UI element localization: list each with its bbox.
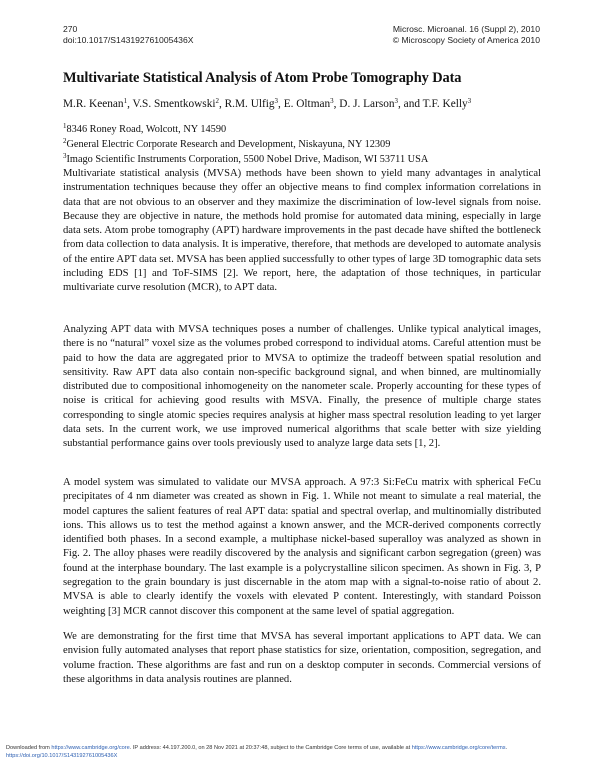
- affiliation-text: General Electric Corporate Research and Development, Niskayuna, NY 12309: [66, 139, 391, 150]
- author-2: [133, 98, 225, 110]
- author-affiliation-mark: 3: [467, 97, 472, 105]
- author-affiliation-mark: 3: [394, 97, 399, 105]
- author-separator: ,: [218, 98, 225, 110]
- author-name: T.F. Kelly: [422, 98, 468, 110]
- author-separator: ,: [333, 98, 340, 110]
- author-separator: ,: [278, 98, 284, 110]
- author-affiliation-mark: 3: [330, 97, 334, 105]
- page-number: 270: [63, 24, 78, 34]
- author-1: [63, 98, 133, 110]
- author-name: R.M. Ulfig: [224, 98, 275, 110]
- copyright-notice: © Microscopy Society of America 2010: [392, 35, 540, 45]
- affiliation-2: [63, 137, 428, 152]
- download-footer: [6, 744, 594, 760]
- author-name: M.R. Keenan: [63, 98, 124, 110]
- affiliation-3: [63, 152, 428, 167]
- footer-text-c: .: [505, 745, 508, 751]
- header-left: [63, 24, 193, 46]
- author-list: [63, 98, 471, 110]
- paper-title: Multivariate Statistical Analysis of Atom Probe Tomography Data: [63, 70, 462, 86]
- body-paragraph-3: A model system was simulated to validate our MVSA approach. A 97:3 Si:FeCu matrix with spherical FeCu precipitates of 4 nm diameter was created as shown in Fig. 1. While not meant to simulate a real material, the model captures the salient features of real APT data: spatial and spectral overlap, and multinomially distributed ions. This allows us to test the method against a known answer, and the MCR-derived components correctly identified both phases. In a second example, a multiphase nickel-based superalloy was analyzed as shown in Fig. 2. The alloy phases were readily discovered by the analysis and significant carbon segregation (green) was found at the interphase boundary. The last example is a polycrystalline silicon specimen. As shown in Fig. 3, P segregation to the grain boundary is just discernable in the atom map with a signal-to-noise ratio of about 2. MVSA is able to clearly identify the voxels with elevated P content. Interestingly, with standard Poisson weighting [3] MCR cannot discover this component at the same level of spatial aggregation.: [63, 477, 541, 617]
- affiliation-text: 8346 Roney Road, Wolcott, NY 14590: [66, 124, 227, 135]
- affiliation-mark: 1: [63, 122, 67, 130]
- author-3: [225, 98, 284, 110]
- doi: doi:10.1017/S143192761005436X: [63, 35, 194, 45]
- author-name: E. Oltman: [283, 98, 331, 110]
- header-right: [393, 24, 540, 46]
- author-separator: , and: [398, 98, 423, 110]
- affiliation-mark: 2: [63, 137, 67, 145]
- footer-text-b: . IP address: 44.197.200.0, on 28 Nov 2021 at 20:37:48, subject to the Cambridge Core terms of use, available at: [129, 745, 412, 751]
- affiliation-text: Imago Scientific Instruments Corporation, 5500 Nobel Drive, Madison, WI 53711 USA: [66, 154, 429, 165]
- author-separator: ,: [127, 98, 133, 110]
- body-paragraph-1: Multivariate statistical analysis (MVSA) methods have been shown to yield many advantages in analytical instrumentation techniques because they offer an objective means to find complex information correlations in data that are not obvious to an observer and they maximize the discrimination of low-level signals from noise. Because they are objective in nature, the methods hold promise for automated data mining, especially in large data sets. Atom probe tomography (APT) hardware improvements in the past decade have shifted the bottleneck from data collection to data analysis. It is imperative, therefore, that methods are developed to automate analysis of the entire APT data set. MVSA has been applied successfully to other types of large 3D tomographic data sets including EDS [1] and ToF-SIMS [2]. We report, here, the adaptation of those techniques, in particular multivariate curve resolution (MCR), to APT data.: [63, 168, 541, 294]
- affiliation-1: [63, 122, 428, 137]
- author-affiliation-mark: 2: [215, 97, 219, 105]
- author-affiliation-mark: 1: [123, 97, 128, 105]
- author-affiliation-mark: 3: [274, 97, 279, 105]
- journal-citation: Microsc. Microanal. 16 (Suppl 2), 2010: [392, 24, 540, 34]
- affiliation-mark: 3: [63, 152, 67, 160]
- footer-text-a: Downloaded from: [6, 745, 52, 751]
- body-paragraph-4: We are demonstrating for the first time that MVSA has several important applications to APT data. We can envision fully automated analyses that report phase statistics for size, orientation, composition, segregation, and volume fraction. These algorithms are fast and run on a desktop computer in seconds. Commercial versions of these algorithms in data analysis routines are planned.: [63, 631, 541, 685]
- body-paragraph-2: Analyzing APT data with MVSA techniques poses a number of challenges. Unlike typical analytical images, there is no “natural” voxel size as the volumes probed correspond to individual atoms. Careful attention must be paid to how the data are aggregated prior to MVSA to optimize the tradeoff between spatial resolution and sensitivity. Raw APT data also contain non-specific background signal, and when binned, are multinomially distributed due to compositional inhomogeneity on the nanometer scale. Properly accounting for these types of noise is critical for achieving good results with MSVA. Finally, the presence of multiple charge states corresponding to single atomic species requires analysis at higher mass spectral resolution leading to yet larger data sets. In the current work, we use improved numerical algorithms that scale better with size yielding substantial performance gains over tools previously used to analyze large data sets [1, 2].: [63, 324, 541, 450]
- terms-link[interactable]: https://www.cambridge.org/core/terms: [411, 745, 506, 751]
- author-5: [339, 98, 422, 110]
- cambridge-core-link[interactable]: https://www.cambridge.org/core: [51, 745, 130, 751]
- author-6: [423, 98, 472, 110]
- author-4: [284, 98, 340, 110]
- author-name: D. J. Larson: [339, 98, 395, 110]
- footer-line-1: [6, 744, 594, 752]
- footer-line-2: [6, 752, 594, 760]
- affiliation-list: [63, 122, 428, 167]
- doi-link[interactable]: https://doi.org/10.1017/S143192761005436X: [6, 753, 118, 759]
- author-name: V.S. Smentkowski: [132, 98, 216, 110]
